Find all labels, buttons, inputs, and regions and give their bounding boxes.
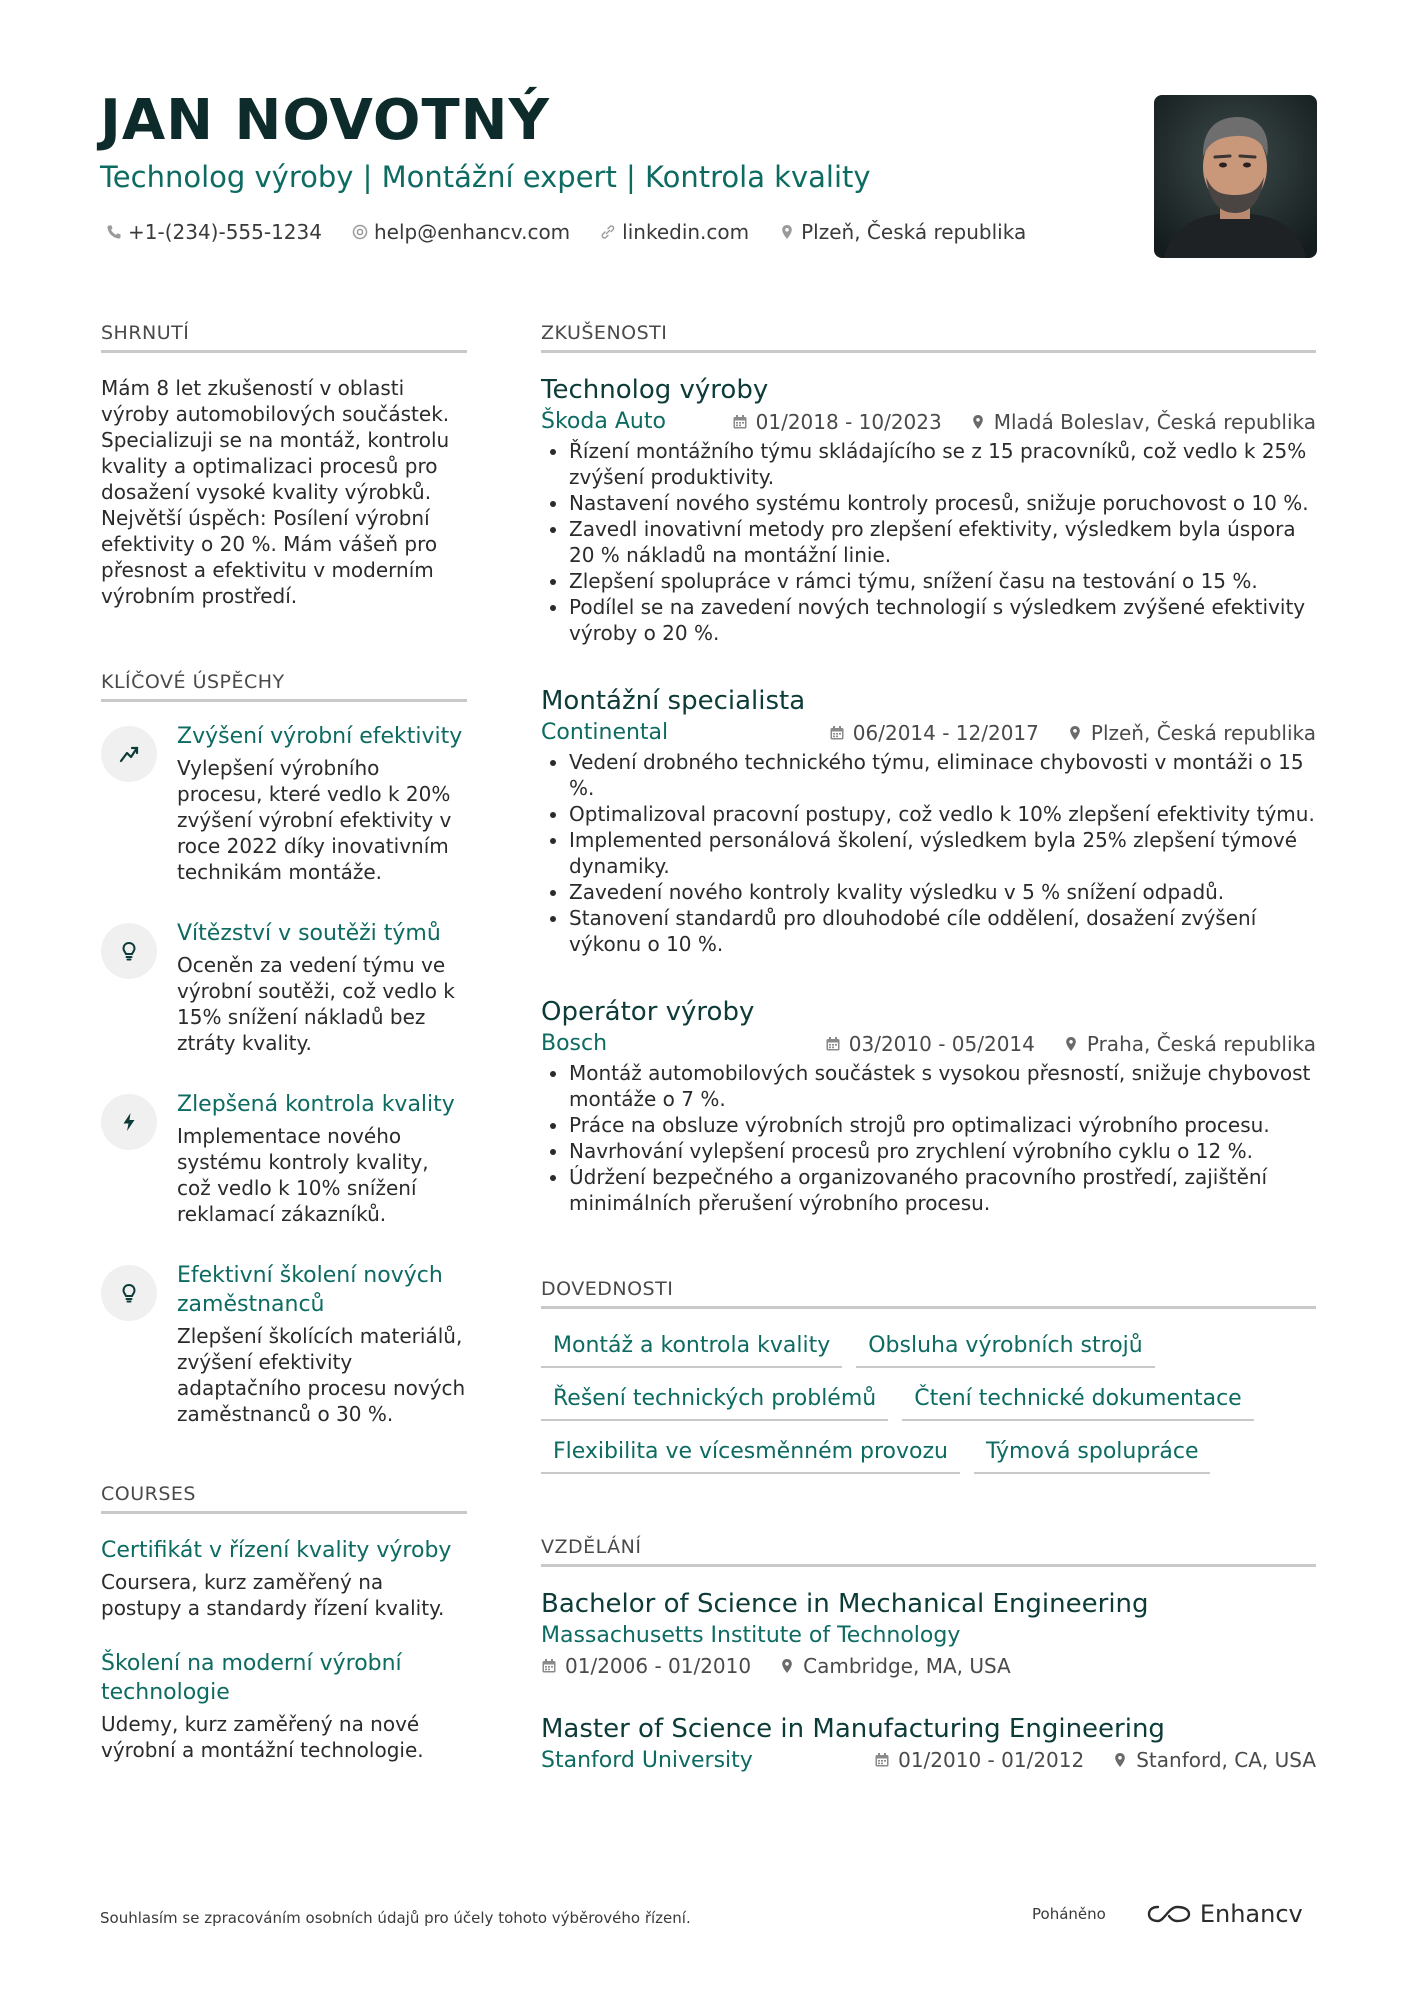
course-item [101, 1649, 467, 1763]
courses-title: COURSES [101, 1483, 467, 1514]
location-pin-icon [1112, 1752, 1128, 1768]
school-name: Massachusetts Institute of Technology [541, 1623, 961, 1648]
company-name: Continental [541, 720, 669, 745]
trend-icon [101, 726, 157, 782]
consent-text: Souhlasím se zpracováním osobních údajů pro účely tohoto výběrového řízení. [100, 1909, 691, 1927]
bullet-item: • Zavedení nového kontroly kvality výsledku v 5 % snížení odpadů. [569, 879, 1316, 905]
bullet-item: • Práce na obsluze výrobních strojů pro optimalizaci výrobního procesu. [569, 1112, 1316, 1138]
company-name: Bosch [541, 1031, 608, 1056]
job-bullets [541, 749, 1316, 957]
skills-list [541, 1329, 1316, 1474]
bullet-item: • Zlepšení spolupráce v rámci týmu, snížení času na testování o 15 %. [569, 568, 1316, 594]
company-name: Škoda Auto [541, 409, 666, 434]
experience-title: ZKUŠENOSTI [541, 322, 1316, 353]
achievement-item [101, 919, 467, 1056]
location-text: Mladá Boleslav, Česká republika [993, 409, 1316, 434]
dates-text: 01/2010 - 01/2012 [898, 1747, 1085, 1772]
course-desc: Udemy, kurz zaměřený na nové výrobní a montážní technologie. [101, 1712, 424, 1762]
education-title: VZDĚLÁNÍ [541, 1536, 1316, 1567]
skill-tag: Čtení technické dokumentace [902, 1382, 1254, 1421]
calendar-icon [732, 414, 748, 430]
skills-title: DOVEDNOSTI [541, 1278, 1316, 1309]
dates-text: 03/2010 - 05/2014 [848, 1031, 1035, 1056]
summary-text: Mám 8 let zkušeností v oblasti výroby automobilových součástek. Specializuji se na montáž, kontrolu kvality a optimalizaci procesů pro dosažení vysoké kvality výrobků. Největší úspěch: Posílení výrobní efektivity o 20 %. Mám vášeň pro přesnost a efektivitu v moderním výrobním prostředí. [101, 376, 450, 608]
dates-text: 01/2006 - 01/2010 [565, 1654, 752, 1678]
education-dates [541, 1654, 751, 1678]
email-text: help@enhancv.com [373, 220, 571, 244]
brand-name: Enhancv [1199, 1900, 1303, 1928]
degree-title: Bachelor of Science in Mechanical Engineering [541, 1589, 1149, 1619]
left-column [101, 322, 467, 1763]
skill-tag: Flexibilita ve vícesměnném provozu [541, 1435, 960, 1474]
profile-photo [1154, 95, 1317, 258]
achievement-title: Vítězství v soutěži týmů [177, 921, 441, 946]
bullet-item: • Vedení drobného technického týmu, eliminace chybovosti v montáži o 15 %. [569, 749, 1316, 801]
course-title: Školení na moderní výrobní technologie [101, 1651, 402, 1705]
bolt-icon [101, 1094, 157, 1150]
contact-phone[interactable] [106, 220, 322, 244]
job-location [970, 410, 1316, 434]
job-entry [541, 684, 1316, 957]
degree-title: Master of Science in Manufacturing Engineering [541, 1714, 1165, 1744]
portrait-image [1154, 95, 1317, 258]
education-location [779, 1654, 1011, 1678]
job-bullets [541, 438, 1316, 646]
job-title: Montážní specialista [541, 686, 806, 716]
education-entry [541, 1712, 1316, 1773]
skill-tag: Řešení technických problémů [541, 1382, 888, 1421]
skills-section [541, 1278, 1316, 1474]
bullet-item: • Navrhování vylepšení procesů pro zrychlení výrobního cyklu o 12 %. [569, 1138, 1316, 1164]
location-pin-icon [779, 224, 795, 240]
job-location [1067, 721, 1316, 745]
location-pin-icon [1067, 725, 1083, 741]
achievements-title: KLÍČOVÉ ÚSPĚCHY [101, 671, 467, 702]
job-title: Technolog výroby [541, 375, 769, 405]
lightbulb-icon [101, 923, 157, 979]
summary-section [101, 322, 467, 609]
calendar-icon [825, 1036, 841, 1052]
contact-location [779, 220, 1026, 244]
location-text: Stanford, CA, USA [1136, 1747, 1316, 1772]
location-pin-icon [779, 1658, 795, 1674]
location-text: Plzeň, Česká republika [801, 220, 1027, 244]
headline: Technolog výroby | Montážní expert | Kontrola kvality [100, 160, 871, 194]
infinity-logo-icon [1146, 1902, 1192, 1926]
contact-linkedin[interactable] [600, 220, 749, 244]
calendar-icon [829, 725, 845, 741]
footer-brand [1032, 1900, 1303, 1928]
calendar-icon [541, 1658, 557, 1674]
dates-text: 06/2014 - 12/2017 [852, 720, 1039, 745]
skill-tag: Montáž a kontrola kvality [541, 1329, 842, 1368]
job-dates [732, 410, 942, 434]
achievement-desc: Implementace nového systému kontroly kvality, což vedlo k 10% snížení reklamací zákazníků. [177, 1124, 429, 1226]
phone-icon [106, 224, 122, 240]
course-title: Certifikát v řízení kvality výroby [101, 1538, 452, 1563]
job-entry [541, 995, 1316, 1216]
course-desc: Coursera, kurz zaměřený na postupy a standardy řízení kvality. [101, 1570, 445, 1620]
bullet-item: • Řízení montážního týmu skládajícího se z 15 pracovníků, což vedlo k 25% zvýšení produktivity. [569, 438, 1316, 490]
education-entry [541, 1587, 1316, 1678]
contact-email[interactable] [352, 220, 570, 244]
location-text: Praha, Česká republika [1086, 1031, 1316, 1056]
education-dates [874, 1748, 1084, 1772]
bullet-item: • Montáž automobilových součástek s vysokou přesností, snižuje chybovost montáže o 7 %. [569, 1060, 1316, 1112]
skill-tag: Obsluha výrobních strojů [856, 1329, 1155, 1368]
bullet-item: • Zavedl inovativní metody pro zlepšení efektivity, výsledkem byla úspora 20 % nákladů na montážní linie. [569, 516, 1316, 568]
lightbulb-icon [101, 1265, 157, 1321]
location-text: Cambridge, MA, USA [803, 1654, 1011, 1678]
achievement-title: Zlepšená kontrola kvality [177, 1092, 455, 1117]
calendar-icon [874, 1752, 890, 1768]
education-section [541, 1536, 1316, 1773]
job-bullets [541, 1060, 1316, 1216]
summary-title: SHRNUTÍ [101, 322, 467, 353]
experience-section [541, 322, 1316, 1216]
phone-text: +1-(234)-555-1234 [128, 220, 322, 244]
job-dates [825, 1032, 1035, 1056]
education-location [1112, 1748, 1316, 1772]
contact-bar [106, 220, 1026, 244]
achievement-item [101, 1090, 467, 1227]
linkedin-text: linkedin.com [622, 220, 750, 244]
school-name: Stanford University [541, 1748, 753, 1773]
achievement-item [101, 722, 467, 885]
achievements-section [101, 671, 467, 1427]
location-pin-icon [970, 414, 986, 430]
bullet-item: • Nastavení nového systému kontroly procesů, snižuje poruchovost o 10 %. [569, 490, 1316, 516]
bullet-item: • Optimalizoval pracovní postupy, což vedlo k 10% zlepšení efektivity týmu. [569, 801, 1316, 827]
achievement-desc: Oceněn za vedení týmu ve výrobní soutěži, což vedlo k 15% snížení nákladů bez ztráty kvality. [177, 953, 455, 1055]
job-entry [541, 373, 1316, 646]
enhancv-logo[interactable] [1146, 1900, 1303, 1928]
achievement-item [101, 1261, 467, 1427]
bullet-item: • Implemented personálová školení, výsledkem byla 25% zlepšení týmové dynamiky. [569, 827, 1316, 879]
link-icon [600, 224, 616, 240]
candidate-name: JAN NOVOTNÝ [100, 88, 551, 153]
job-title: Operátor výroby [541, 997, 755, 1027]
location-text: Plzeň, Česká republika [1090, 720, 1316, 745]
dates-text: 01/2018 - 10/2023 [755, 409, 942, 434]
bullet-item: • Podílel se na zavedení nových technologií s výsledkem zvýšené efektivity výroby o 20 %. [569, 594, 1316, 646]
achievement-desc: Zlepšení školících materiálů, zvýšení efektivity adaptačního procesu nových zaměstnanců o 30 %. [177, 1324, 466, 1426]
course-item [101, 1536, 467, 1621]
job-dates [829, 721, 1039, 745]
skill-tag: Týmová spolupráce [974, 1435, 1210, 1474]
courses-section [101, 1483, 467, 1763]
achievement-desc: Vylepšení výrobního procesu, které vedlo k 20% zvýšení výrobní efektivity v roce 2022 díky inovativním technikám montáže. [177, 756, 452, 884]
achievement-title: Efektivní školení nových zaměstnanců [177, 1263, 443, 1317]
job-location [1063, 1032, 1316, 1056]
powered-by-label: Poháněno [1032, 1905, 1106, 1923]
at-icon [352, 224, 368, 240]
achievement-title: Zvýšení výrobní efektivity [177, 724, 463, 749]
location-pin-icon [1063, 1036, 1079, 1052]
right-column [541, 322, 1316, 1773]
bullet-item: • Údržení bezpečného a organizovaného pracovního prostředí, zajištění minimálních přerušení výrobního procesu. [569, 1164, 1316, 1216]
bullet-item: • Stanovení standardů pro dlouhodobé cíle oddělení, dosažení zvýšení výkonu o 10 %. [569, 905, 1316, 957]
